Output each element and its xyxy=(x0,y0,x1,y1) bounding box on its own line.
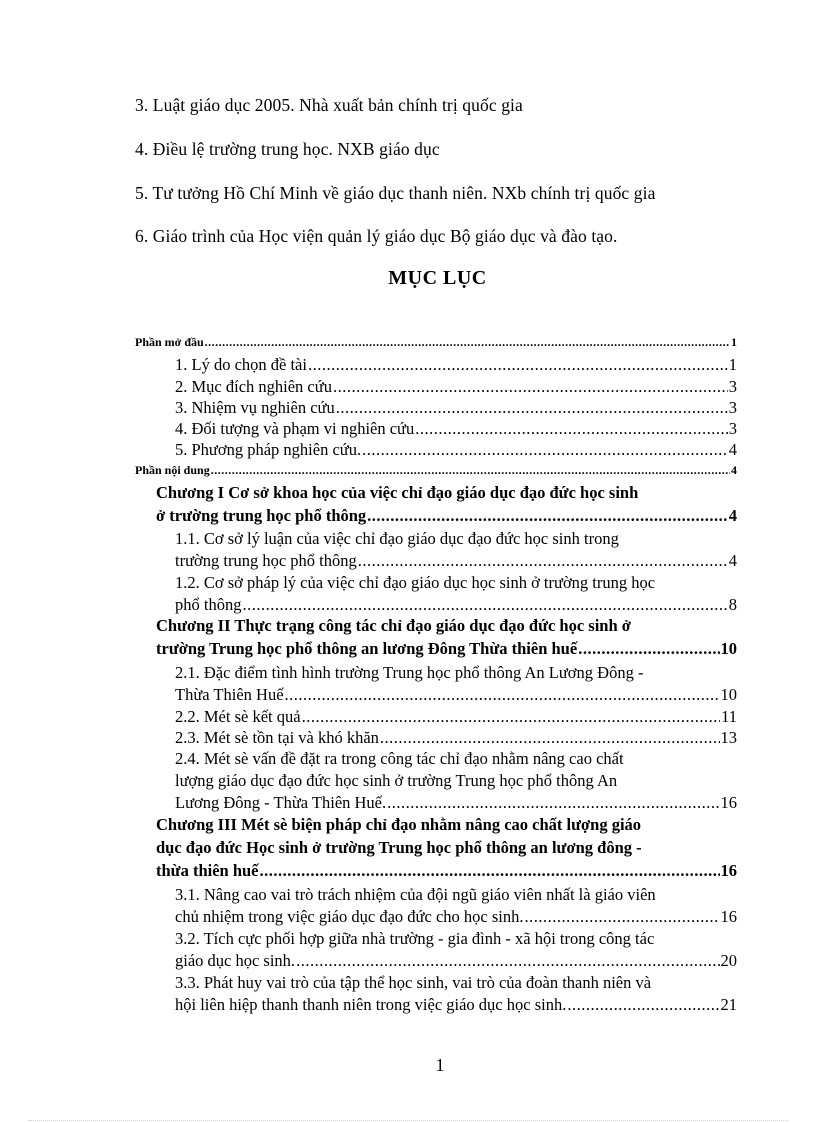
toc-entry-2-4-title-1: 2.4. Mét sè vấn đề đặt ra trong công tác chỉ đạo nhằm nâng cao chất xyxy=(175,749,624,768)
toc-entry-2-2: 2.2. Mét sè kết quả ..... 11 xyxy=(175,707,737,727)
toc-entry-1-1-title: 1.1. Cơ sở lý luận của việc chỉ đạo giáo dục đạo đức học sinh trong xyxy=(175,529,619,548)
toc-entry-1-2: phổ thông ..... 8 xyxy=(175,595,737,615)
toc-entry-1-1: trường trung học phổ thông ..... 4 xyxy=(175,551,737,571)
toc-title: MỤC LỤC xyxy=(388,267,487,289)
toc-chapter-2-title: Chương II Thực trạng công tác chỉ đạo giáo dục đạo đức học sinh ở xyxy=(156,616,631,635)
toc-entry-2-1-title: 2.1. Đặc điểm tình hình trường Trung học phổ thông An Lương Đông - xyxy=(175,663,644,682)
reference-5: 5. Tư tưởng Hồ Chí Minh về giáo dục thanh niên. NXb chính trị quốc gia xyxy=(135,183,656,203)
toc-entry-3-1-title: 3.1. Nâng cao vai trò trách nhiệm của đội ngũ giáo viên nhất là giáo viên xyxy=(175,885,656,904)
toc-entry-1: 1. Lý do chọn đề tài ..... 1 xyxy=(175,355,737,375)
toc-entry-2: 2. Mục đích nghiên cứu ..... 3 xyxy=(175,377,737,397)
toc-chapter-3: thừa thiên huế ..... 16 xyxy=(156,861,737,881)
toc-entry-part-intro: Phần mở đầu ..... 1 xyxy=(135,335,737,350)
toc-chapter-3-title-1: Chương III Mét sè biện pháp chỉ đạo nhằm nâng cao chất lượng giáo xyxy=(156,815,642,834)
reference-6: 6. Giáo trình của Học viện quản lý giáo dục Bộ giáo dục và đào tạo. xyxy=(135,226,618,246)
toc-entry-2-4-title-2: lượng giáo dục đạo đức học sinh ở trường Trung học phổ thông An xyxy=(175,771,618,790)
toc-entry-3-2: giáo dục học sinh. ..... 20 xyxy=(175,951,737,971)
toc-chapter-1-title: Chương I Cơ sở khoa học của việc chỉ đạo giáo dục đạo đức học sinh xyxy=(156,483,639,502)
toc-chapter-2: trường Trung học phổ thông an lương Đông Thừa thiên huế ..... 10 xyxy=(156,639,737,659)
page-bottom-divider xyxy=(28,1120,788,1121)
toc-entry-part-content: Phần nội dung ..... 4 xyxy=(135,463,737,478)
toc-chapter-3-title-2: dục đạo đức Học sinh ở trường Trung học phổ thông an lương đông - xyxy=(156,838,642,857)
reference-4: 4. Điều lệ trường trung học. NXB giáo dục xyxy=(135,139,440,159)
toc-entry-5: 5. Phương pháp nghiên cứu. ..... 4 xyxy=(175,440,737,460)
page-number: 1 xyxy=(435,1055,445,1075)
toc-entry-3-3-title: 3.3. Phát huy vai trò của tập thể học sinh, vai trò của đoàn thanh niên và xyxy=(175,973,652,992)
toc-entry-3-2-title: 3.2. Tích cực phối hợp giữa nhà trường - gia đình - xã hội trong công tác xyxy=(175,929,655,948)
toc-entry-2-1: Thừa Thiên Huế ..... 10 xyxy=(175,685,737,705)
toc-entry-3-3: hội liên hiệp thanh thanh niên trong việc giáo dục học sinh. ..... 21 xyxy=(175,995,737,1015)
toc-entry-2-4: Lương Đông - Thừa Thiên Huế. ..... 16 xyxy=(175,793,737,813)
toc-entry-3-1: chủ nhiệm trong việc giáo dục đạo đức cho học sinh. ..... 16 xyxy=(175,907,737,927)
toc-entry-1-2-title: 1.2. Cơ sở pháp lý của việc chỉ đạo giáo dục học sinh ở trường trung học xyxy=(175,573,656,592)
toc-chapter-1: ở trường trung học phổ thông ..... 4 xyxy=(156,506,737,526)
toc-entry-4: 4. Đối tượng và phạm vi nghiên cứu ..... 3 xyxy=(175,419,737,439)
toc-entry-3: 3. Nhiệm vụ nghiên cứu ..... 3 xyxy=(175,398,737,418)
reference-3: 3. Luật giáo dục 2005. Nhà xuất bản chính trị quốc gia xyxy=(135,95,523,115)
toc-entry-2-3: 2.3. Mét sè tồn tại và khó khăn ..... 13 xyxy=(175,728,737,748)
